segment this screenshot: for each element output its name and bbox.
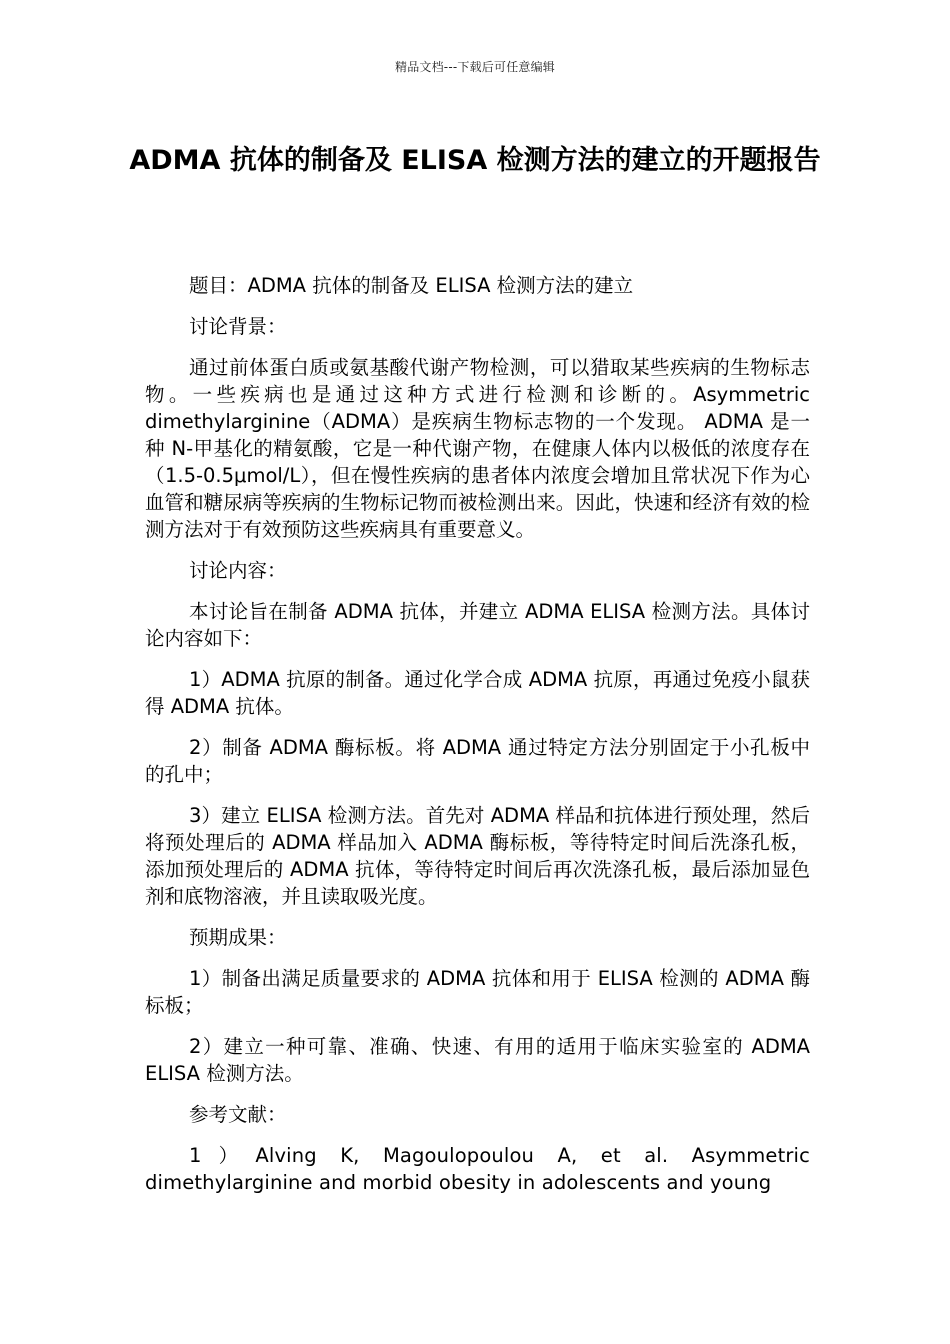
section-heading-references: 参考文献： — [189, 1103, 287, 1126]
content-item-2: 2）制备 ADMA 酶标板。将 ADMA 通过特定方法分别固定于小孔板中的孔中； — [145, 736, 810, 786]
section-heading-content: 讨论内容： — [189, 559, 287, 582]
section-heading-outcomes: 预期成果： — [189, 926, 287, 949]
background-paragraph: 通过前体蛋白质或氨基酸代谢产物检测，可以猎取某些疾病的生物标志物。一些疾病也是通过这种方式进行检测和诊断的。Asymmetric dimethylarginine（ADMA）是疾病生物标志物的一个发现。 ADMA 是一种 N-甲基化的精氨酸，它是一种代谢产物，在健康人体内以极低的浓度存在（1.5-0.5μmol/L），但在慢性疾病的患者体内浓度会增加且常状况下作为心血管和糖尿病等疾病的生物标记物而被检测出来。因此，快速和经济有效的检测方法对于有效预防这些疾病具有重要意义。 — [145, 356, 810, 541]
content-item-3: 3）建立 ELISA 检测方法。首先对 ADMA 样品和抗体进行预处理，然后将预处理后的 ADMA 样品加入 ADMA 酶标板，等待特定时间后洗涤孔板，添加预处理后的 ADMA 抗体，等待特定时间后再次洗涤孔板，最后添加显色剂和底物溶液，并且读取吸光度。 — [145, 804, 810, 908]
document-title: ADMA 抗体的制备及 ELISA 检测方法的建立的开题报告 — [129, 145, 821, 176]
content-item-1: 1）ADMA 抗原的制备。通过化学合成 ADMA 抗原，再通过免疫小鼠获得 ADMA 抗体。 — [145, 668, 810, 718]
topic-line: 题目：ADMA 抗体的制备及 ELISA 检测方法的建立 — [189, 274, 634, 297]
reference-item-1: 1）Alving K, Magoulopoulou A, et al. Asymmetric dimethylarginine and morbid obesity in adolescents and young — [145, 1144, 810, 1194]
content-intro-paragraph: 本讨论旨在制备 ADMA 抗体，并建立 ADMA ELISA 检测方法。具体讨论内容如下： — [145, 600, 810, 650]
document-body — [145, 272, 810, 1210]
header-note: 精品文档---下载后可任意编辑 — [395, 60, 555, 74]
section-heading-background: 讨论背景： — [189, 315, 287, 338]
outcome-item-1: 1）制备出满足质量要求的 ADMA 抗体和用于 ELISA 检测的 ADMA 酶标板； — [145, 967, 810, 1017]
outcome-item-2: 2）建立一种可靠、准确、快速、有用的适用于临床实验室的 ADMA ELISA 检测方法。 — [145, 1035, 810, 1085]
